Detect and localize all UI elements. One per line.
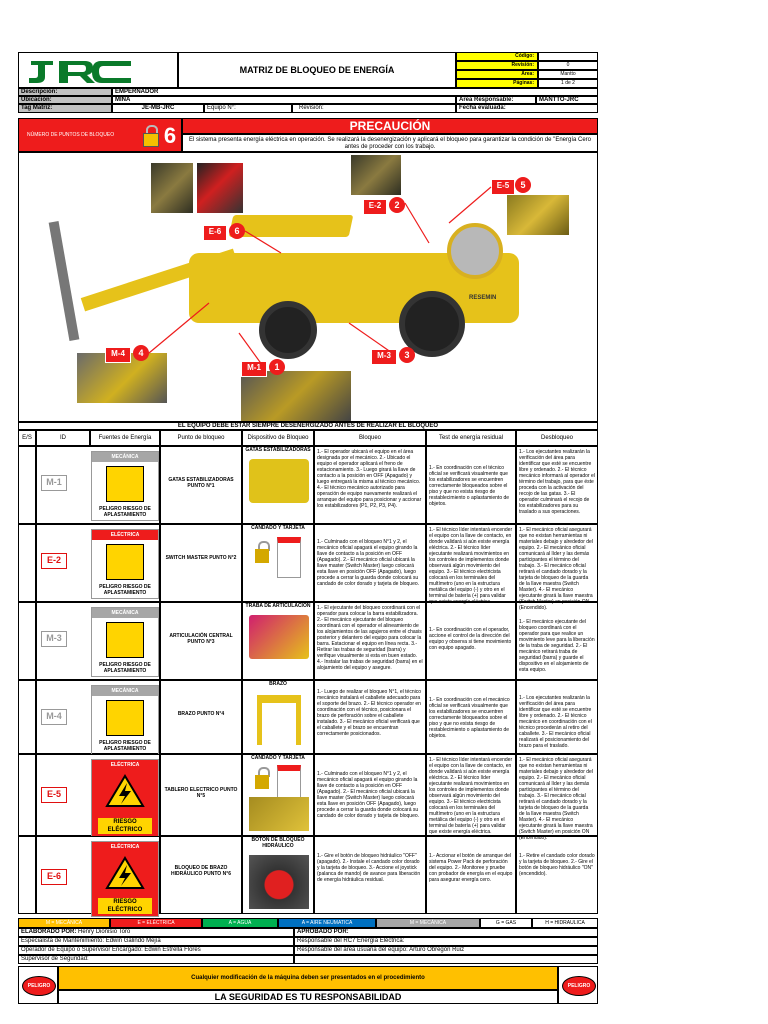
legend-item: A = AGUA xyxy=(202,918,278,928)
row-id: M-4 xyxy=(41,709,67,725)
tag-label: Tag Matriz: xyxy=(18,104,112,113)
legend-item: M = MECÁNICA xyxy=(18,918,110,928)
support-stand-icon xyxy=(257,695,301,745)
es-cell xyxy=(18,836,36,914)
danger-badge-left: PELIGRO xyxy=(22,976,56,996)
unlock-procedure: 1.- Los ejecutantes realizarán la verificación del área para identificar que esté se encuentre libre y ordenado. 2.- El técnico mecánico en coordinación con el técnico procederán al retiro del caballete. 3.- El mecánico oficial realizará el posicionamiento del brazo para el traslado. xyxy=(516,680,598,754)
table-row xyxy=(18,446,598,524)
unlock-procedure: 1.- El mecánico oficial asegurará que no existan herramientas ni materiales debajo y alrededor del equipo. 2.- El mecánico oficial comunicará al líder y las demás participantes el término del trabajo. 3.- El mecánico oficial retirará el candado dorado y la tarjeta de bloqueo de la guarda de la llave maestra (Switch Master). 4.- El mecánico ejecutante girará la llave maestra (Switch Master) en posición ON (Encendido). xyxy=(516,754,598,836)
callout-m1: M-1 xyxy=(241,361,267,377)
legend-item: E = ELÉCTRICA xyxy=(110,918,202,928)
articulation-lock-photo xyxy=(249,615,309,659)
legend-item: A = AIRE NEUMATICA xyxy=(278,918,376,928)
meta-value-revision: 0 xyxy=(538,61,598,70)
signature-left-3: Supervisor de Seguridad: xyxy=(18,955,294,964)
lock-point: BLOQUEO DE BRAZO HIDRÁULICO PUNTO N°6 xyxy=(160,836,242,914)
lockout-tag-icon xyxy=(277,537,301,578)
callout-m1-number: 1 xyxy=(269,359,285,375)
ubicacion-label: Ubicación: xyxy=(18,96,112,104)
row-id: M-1 xyxy=(41,475,67,491)
source-label: ELÉCTRICA xyxy=(92,530,158,540)
meta-table xyxy=(456,52,598,88)
device-cell xyxy=(242,836,314,914)
sign-label: PELIGRO RIESGO DE APLASTAMIENTO xyxy=(99,740,151,752)
meta-label-code: Código: xyxy=(456,52,538,61)
lock-procedure: 1.- El ejecutante del bloqueo coordinará con el operador para colocar la barra estabilizadora. 2.- El mecánico ejecutante del bloqueo coordinará con el operador el alineamiento de los alojamientos de las agujeros entre el chasis posterior y delantero del equipo para colocar la barra. Estacionar el equipo en línea recta. 3.- Retirar las trabas de seguridad (barra) y verifique visualmente si esta en buen estado. 4.- Instalar las trabas de seguridad (barra) en el alojamiento del equipo y asegure. xyxy=(314,602,426,680)
callout-m3-number: 3 xyxy=(399,347,415,363)
danger-sign xyxy=(91,607,159,677)
device-label: CANDADO Y TARJETA xyxy=(251,755,305,761)
electric-hazard-icon xyxy=(105,856,145,890)
signature-left-2: Operador de Equipo o Supervisor Encargado: Edwin Estrella Flores xyxy=(18,946,294,955)
callout-e6-number: 6 xyxy=(229,223,245,239)
col-header-unlock: Desbloqueo xyxy=(516,430,598,446)
footer-slogan-cell xyxy=(58,990,558,1004)
device-cell xyxy=(242,602,314,680)
id-source-cell xyxy=(36,680,160,754)
col-header-device: Dispositivo de Bloqueo xyxy=(242,430,314,446)
energy-legend xyxy=(18,918,598,928)
danger-sign xyxy=(91,841,159,917)
equipo-label: Equipo N°: xyxy=(204,104,292,113)
sign-label: PELIGRO RIESGO DE APLASTAMIENTO xyxy=(99,584,151,596)
row-id: M-3 xyxy=(41,631,67,647)
header-logo-box xyxy=(18,52,178,88)
revision-label: Revisión: xyxy=(292,104,456,113)
es-cell xyxy=(18,602,36,680)
col-header-source: Fuentes de Energía xyxy=(90,430,160,446)
callout-e2: E-2 xyxy=(363,199,387,215)
device-cell xyxy=(242,524,314,602)
footer-right-danger-cell xyxy=(558,966,598,1004)
sign-label: RIESGO ELÉCTRICO xyxy=(98,818,152,834)
electric-panel-photo xyxy=(249,797,309,831)
callout-m4-number: 4 xyxy=(133,345,149,361)
device-label: BOTÓN DE BLOQUEO HIDRÁULICO xyxy=(251,837,305,849)
legend-item: H = HIDRAULICA xyxy=(532,918,598,928)
machine-diagram xyxy=(18,152,598,422)
device-label: BRAZO xyxy=(269,681,287,687)
residual-test: 1.- En coordinación con el técnico oficial se verificará visualmente que los estabilizadores se encuentren correctamente bloqueados sobre el piso y que no exista riesgo de restablecimiento o aplastamiento de objetos. xyxy=(426,446,516,524)
footer-note: Cualquier modificación de la máquina deben ser presentados en el procedimiento xyxy=(191,975,425,981)
matrix-rows xyxy=(18,446,598,914)
lock-procedure: 1.- El operador ubicará el equipo en el área designada por el mecánico. 2.- Ubicado el equipo el operador aplicará el freno de estacionamiento. 3.- Luego girará la llave de contacto a la posición en OFF (Apagado) y luego entregará la misma al técnico mecánico. 4.- El técnico mecánico autorizado para operación de equipo nuevamente realizará el arranque del equipo para posicionar y accionar los estabilizadores (P1, P2, P3, P4). xyxy=(314,446,426,524)
unlock-procedure: 1.- El mecánico oficial asegurará que no existan herramientas ni materiales debajo y alrededor del equipo. 2.- El mecánico oficial comunicará al líder y las demás participantes el término del trabajo. 3.- El mecánico oficial retirará el candado dorado y la tarjeta de bloqueo de la guarda de la llave maestra (Switch Master). 4.- El mecánico ejecutante girará la llave maestra (Switch Master) en posición ON (Encendido). xyxy=(516,524,598,602)
device-cell xyxy=(242,446,314,524)
stabilizer-photo xyxy=(249,459,309,503)
es-cell xyxy=(18,680,36,754)
callout-e5-number: 5 xyxy=(515,177,531,193)
info-table xyxy=(18,88,598,116)
lockout-points-label: NÚMERO DE PUNTOS DE BLOQUEO xyxy=(27,132,115,138)
table-row xyxy=(18,602,598,680)
matrix-header-row xyxy=(18,430,598,446)
unlock-procedure: 1.- Retire el candado color dorado y la tarjeta de bloqueo. 2.- Gire el botón de bloqueo hidráulico "ON" (encendido). xyxy=(516,836,598,914)
document-title: MATRIZ DE BLOQUEO DE ENERGÍA xyxy=(178,52,456,88)
lock-point: TABLERO ELECTRICO PUNTO N°5 xyxy=(160,754,242,836)
danger-sign xyxy=(91,685,159,755)
machine-brand: RESEMIN xyxy=(469,295,497,301)
sign-label: PELIGRO RIESGO DE APLASTAMIENTO xyxy=(99,506,151,518)
device-cell xyxy=(242,680,314,754)
device-label: CANDADO Y TARJETA xyxy=(251,525,305,531)
id-source-cell xyxy=(36,524,160,602)
footer-note-cell xyxy=(58,966,558,990)
residual-test: 1.- En coordinación con el operador, accione el control de la dirección del equipo y observa si tiene movimiento con equipo apagado. xyxy=(426,602,516,680)
lock-procedure: 1.- Culminado con el bloqueo N°1 y 2, el mecánico oficial apagará el equipo girando la llave de contacto a la posición en OFF (Apagado). 2.- El mecánico oficial ubicará la llave master (Switch Master) luego colocará esta llave en posición OFF (Apagado), luego procede a cerrar la guarda donde colocará su candado de color dorado y tarjeta de bloqueo. xyxy=(314,754,426,836)
source-label: MECÁNICA xyxy=(92,452,158,462)
company-logo xyxy=(19,53,177,87)
callout-m4: M-4 xyxy=(105,347,131,363)
meta-value-area: Mantto xyxy=(538,70,598,79)
area-label: Área Responsable: xyxy=(456,96,536,104)
device-cell xyxy=(242,754,314,836)
footer xyxy=(18,966,598,1004)
aprobado-label: APROBADO POR: xyxy=(294,928,598,937)
es-cell xyxy=(18,524,36,602)
lock-point: ARTICULACIÓN CENTRAL PUNTO N°3 xyxy=(160,602,242,680)
meta-label-pages: Páginas: xyxy=(456,79,538,88)
source-label: ELÉCTRICA xyxy=(110,762,140,768)
col-header-test: Test de energía residual xyxy=(426,430,516,446)
id-source-cell xyxy=(36,602,160,680)
signature-right-2: Responsable del área usuaria del equipo: Arturo Obregón Ruiz xyxy=(294,946,598,955)
unlock-procedure: 1.- Los ejecutantes realizarán la verificación del área para identificar que esté se encuentre libre y ordenado. 2.- El técnico mecánico informará al operador el término del trabajo, para que éste proceda con la activación del recojo de las gatas. 3.- El operador culminará el recojo de los estabilizadores para su traslado a sus operaciones. xyxy=(516,446,598,524)
deenergize-warning: EL EQUIPO DEBE ESTAR SIEMPRE DESENERGIZADO ANTES DE REALIZAR EL BLOQUEO xyxy=(18,422,598,430)
row-id: E-2 xyxy=(41,553,67,569)
signature-left-1: Especialista de Mantenimiento: Edwin Galindo Mejía xyxy=(18,937,294,946)
lockout-points-box xyxy=(18,118,182,152)
fecha-label: Fecha evaluada: xyxy=(456,104,598,113)
es-cell xyxy=(18,446,36,524)
meta-label-revision: Revisión: xyxy=(456,61,538,70)
tag-value: JE-MB-JRC xyxy=(112,104,204,113)
danger-badge-right: PELIGRO xyxy=(562,976,596,996)
col-header-lock: Bloqueo xyxy=(314,430,426,446)
caution-title: PRECAUCIÓN xyxy=(182,118,598,134)
descripcion-label: Descripción: xyxy=(18,88,112,96)
col-header-point: Punto de bloqueo xyxy=(160,430,242,446)
unlock-procedure: 1.- El mecánico ejecutante del bloqueo coordinará con el operador para que realice un movimiento leve para la liberación de la traba de seguridad. 2.- El mecánico retirará traba de seguridad (barra) y guarde el dispositivo en el alojamiento de esta equipo. xyxy=(516,602,598,680)
lock-procedure: 1.- Gire el botón de bloqueo hidráulico "OFF" (apagado). 2.- Instale el candado color dorado y la tarjeta de bloqueo. 3.- Accione el joystick (palanca de mando) de avance para liberación de energía hidráulica residual. xyxy=(314,836,426,914)
source-label: ELÉCTRICA xyxy=(110,844,140,850)
lock-procedure: 1.- Luego de realizar el bloqueo N°1, el técnico mecánico instalará el caballete adecuado para el soporte del brazo. 2.- El técnico operador en coordinación con el técnico, posicionara el brazo de perforación sobre el caballete instalado. 3.- El mecánico oficial verificará que el caballete y el brazo se encuentran correctamente posicionados. xyxy=(314,680,426,754)
col-header-id: ID xyxy=(36,430,90,446)
lockout-points-value: 6 xyxy=(163,123,177,148)
id-source-cell xyxy=(36,754,160,836)
source-label: MECÁNICA xyxy=(92,608,158,618)
meta-value-pages: 1 de 2 xyxy=(538,79,598,88)
electric-hazard-icon xyxy=(105,774,145,808)
id-source-cell xyxy=(36,446,160,524)
lock-procedure: 1.- Culminado con el bloqueo N°1 y 2, el mecánico oficial apagará el equipo girando la llave de contacto a la posición en OFF (Apagado). 2.- El mecánico oficial ubicará la llave master (Switch Master) luego colocará esta llave en posición OFF (Apagado), luego procede a cerrar la guarda donde colocará su candado de color dorado y tarjeta de bloqueo. xyxy=(314,524,426,602)
danger-sign xyxy=(91,529,159,599)
residual-test: 1.- En coordinación con el mecánico oficial se verificará visualmente que los estabilizadores se encuentren correctamente bloqueados sobre el piso y que no exista riesgo de restablecimiento o aplastamiento de objetos. xyxy=(426,680,516,754)
table-row xyxy=(18,836,598,914)
signatures xyxy=(18,928,598,964)
sign-label: RIESGO ELÉCTRICO xyxy=(98,898,152,914)
callout-e5: E-5 xyxy=(491,179,515,195)
legend-item: M = MECÁNICA xyxy=(376,918,480,928)
es-cell xyxy=(18,754,36,836)
table-row xyxy=(18,680,598,754)
padlock-icon xyxy=(255,541,269,563)
lock-point: BRAZO PUNTO N°4 xyxy=(160,680,242,754)
callout-e6: E-6 xyxy=(203,225,227,241)
legend-item: G = GAS xyxy=(480,918,532,928)
row-id: E-5 xyxy=(41,787,67,803)
crush-hazard-icon xyxy=(106,622,144,658)
residual-test: 1.- Accionar el botón de arranque del sistema Power Pack de perforación del equipo. 2.- Monitoree y pruebe con probador de energía en el equipo para asegurar energía cero. xyxy=(426,836,516,914)
callout-m3: M-3 xyxy=(371,349,397,365)
footer-left-danger-cell xyxy=(18,966,58,1004)
callout-lines xyxy=(19,153,599,423)
meta-value-code xyxy=(538,52,598,61)
source-label: MECÁNICA xyxy=(92,686,158,696)
elaborado-row: ELABORADO POR: Henry Dionisio Toro xyxy=(18,928,294,937)
descripcion-value: EMPERNADOR xyxy=(112,88,598,96)
residual-test: 1.- El técnico líder intentará encender el equipo con la llave de contacto, en donde validará si aún existe energía eléctrica. 2.- El técnico líder ejecutante realizará movimientos en los controles de implementos donde observará algún movimiento del equipo. 3.- El técnico electricista colocará en los terminales del multímetro (uno en la estructura metálica del equipo (-) y otro en el terminal de batería (+) para validar que existe energía eléctrica. xyxy=(426,524,516,602)
lock-point: SWITCH MASTER PUNTO N°2 xyxy=(160,524,242,602)
device-label: TRABA DE ARTICULACIÓN xyxy=(245,603,311,609)
danger-sign xyxy=(91,759,159,837)
lock-point: GATAS ESTABILIZADORAS PUNTO N°1 xyxy=(160,446,242,524)
sign-label: PELIGRO RIESGO DE APLASTAMIENTO xyxy=(99,662,151,674)
crush-hazard-icon xyxy=(106,700,144,736)
callout-e2-number: 2 xyxy=(389,197,405,213)
crush-hazard-icon xyxy=(106,544,144,580)
table-row xyxy=(18,754,598,841)
device-label: GATAS ESTABILIZADORAS xyxy=(245,447,311,453)
hydraulic-button-photo xyxy=(249,855,309,909)
signature-right-1: Responsable del RC7 Energía Eléctrica: xyxy=(294,937,598,946)
caution-text: El sistema presenta energía eléctrica en operación. Se realizará la desenergización y aplicará el bloqueo para garantizar la condición de "Energía Cero antes de proceder con los trabajo. xyxy=(182,134,598,152)
crush-hazard-icon xyxy=(106,466,144,502)
meta-label-area: Área: xyxy=(456,70,538,79)
id-source-cell xyxy=(36,836,160,914)
ubicacion-value: MINA xyxy=(112,96,456,104)
padlock-icon xyxy=(143,125,157,145)
area-value: MANTTO-JRC xyxy=(536,96,598,104)
footer-slogan: LA SEGURIDAD ES TU RESPONSABILIDAD xyxy=(214,992,402,1002)
row-id: E-6 xyxy=(41,869,67,885)
padlock-icon xyxy=(255,767,269,789)
residual-test: 1.- El técnico líder intentará encender el equipo con la llave de contacto, en donde validará si aún existe energía eléctrica. 2.- El técnico líder ejecutante realizará movimientos en los controles de implementos donde observará algún movimiento del equipo. 3.- El técnico electricista colocará en los terminales del multímetro (uno en la estructura metálica del equipo (-) y otro en el terminal de batería (+) para validar que existe energía eléctrica. xyxy=(426,754,516,836)
danger-sign xyxy=(91,451,159,521)
signature-right-3 xyxy=(294,955,598,964)
lockout-tag-icon xyxy=(277,765,301,798)
col-header-es: E/S xyxy=(18,430,36,446)
